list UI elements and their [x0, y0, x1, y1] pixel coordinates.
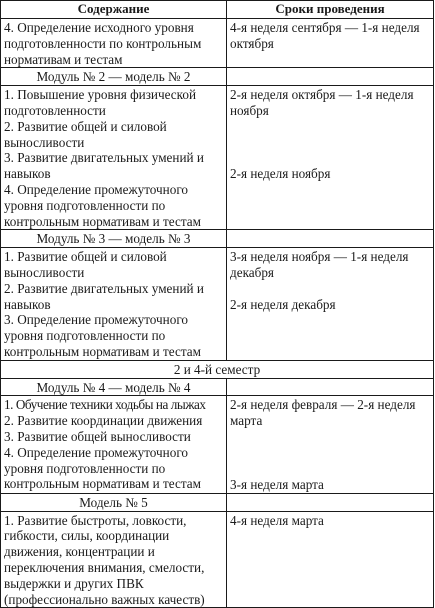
table-row	[1, 19, 434, 68]
row-dates	[227, 19, 434, 68]
date-text: 2-я неделя октября — 1-я неделя ноября	[230, 87, 414, 118]
semester-row	[1, 360, 434, 378]
spacer	[230, 429, 430, 477]
empty-cell	[227, 68, 434, 86]
empty-cell	[227, 378, 434, 396]
module-header-row	[1, 493, 434, 511]
empty-cell	[227, 493, 434, 511]
module-header-row	[1, 378, 434, 396]
row-content	[1, 396, 227, 493]
row-content	[1, 248, 227, 361]
semester-title: 2 и 4-й семестр	[1, 360, 434, 378]
item-text: 3. Развитие двигательных умений и навыков	[4, 150, 204, 182]
item-text: 2. Развитие координации движения	[4, 413, 203, 429]
header-dates: Сроки проведения	[227, 1, 434, 19]
item-text: 4. Определение промежуточного уровня подготовленности по контрольным нормативам и тестам	[4, 444, 201, 492]
module-header-row	[1, 68, 434, 86]
item-text: 2. Развитие двигательных умений и навыков	[4, 280, 204, 312]
item-text: 2. Развитие общей и силовой выносливости	[4, 118, 167, 150]
row-dates	[227, 86, 434, 230]
header-content: Содержание	[1, 1, 227, 19]
item-text: 1. Развитие общей и силовой выносливости	[4, 249, 167, 280]
module-2-title: Модуль № 2 — модель № 2	[1, 68, 227, 86]
item-text: 1. Повышение уровня физической подготовленности	[4, 87, 197, 118]
date-text: 2-я неделя февраля — 2-я неделя марта	[230, 397, 416, 429]
row-content	[1, 19, 227, 68]
row-dates	[227, 248, 434, 361]
spacer	[230, 119, 430, 166]
date-text: 3-я неделя марта	[230, 476, 324, 492]
date-text: 2-я неделя ноября	[230, 165, 331, 181]
module-3-title: Модуль № 3 — модель № 3	[1, 230, 227, 248]
item-text: 3. Определение промежуточного уровня подготовленности по контрольным нормативам и тестам	[4, 312, 201, 359]
module-4-title: Модуль № 4 — модель № 4	[1, 378, 227, 396]
item-text: 1. Обучение техники ходьбы на лыжах	[4, 397, 206, 413]
item-text: 3. Развитие общей выносливости	[4, 428, 191, 444]
row-dates	[227, 396, 434, 493]
item-text: 4. Определение промежуточного уровня подготовленности по контрольным нормативам и тестам	[4, 181, 201, 229]
module-header-row	[1, 230, 434, 248]
row-content	[1, 86, 227, 230]
row-content	[1, 511, 227, 608]
item-text: 4. Определение исходного уровня подготовленности по контрольным нормативам и тестам	[4, 20, 202, 67]
table-row	[1, 396, 434, 493]
table-row	[1, 511, 434, 608]
spacer	[230, 281, 430, 297]
date-text: 3-я неделя ноября — 1-я неделя декабря	[230, 249, 409, 280]
empty-cell	[227, 230, 434, 248]
date-text: 4-я неделя сентября — 1-я неделя октября	[230, 20, 420, 51]
date-text: 4-я неделя марта	[230, 512, 324, 528]
row-dates	[227, 511, 434, 608]
table-row	[1, 248, 434, 361]
item-text: 1. Развитие быстроты, ловкости, гибкости, силы, координации движения, концентрации и переключения внимания, смелости, выдержки и других ПВК (профессионально важных качеств)	[4, 512, 205, 607]
date-text: 2-я неделя декабря	[230, 296, 336, 312]
header-row	[1, 1, 434, 19]
model-5-title: Модель № 5	[1, 493, 227, 511]
table-row	[1, 86, 434, 230]
